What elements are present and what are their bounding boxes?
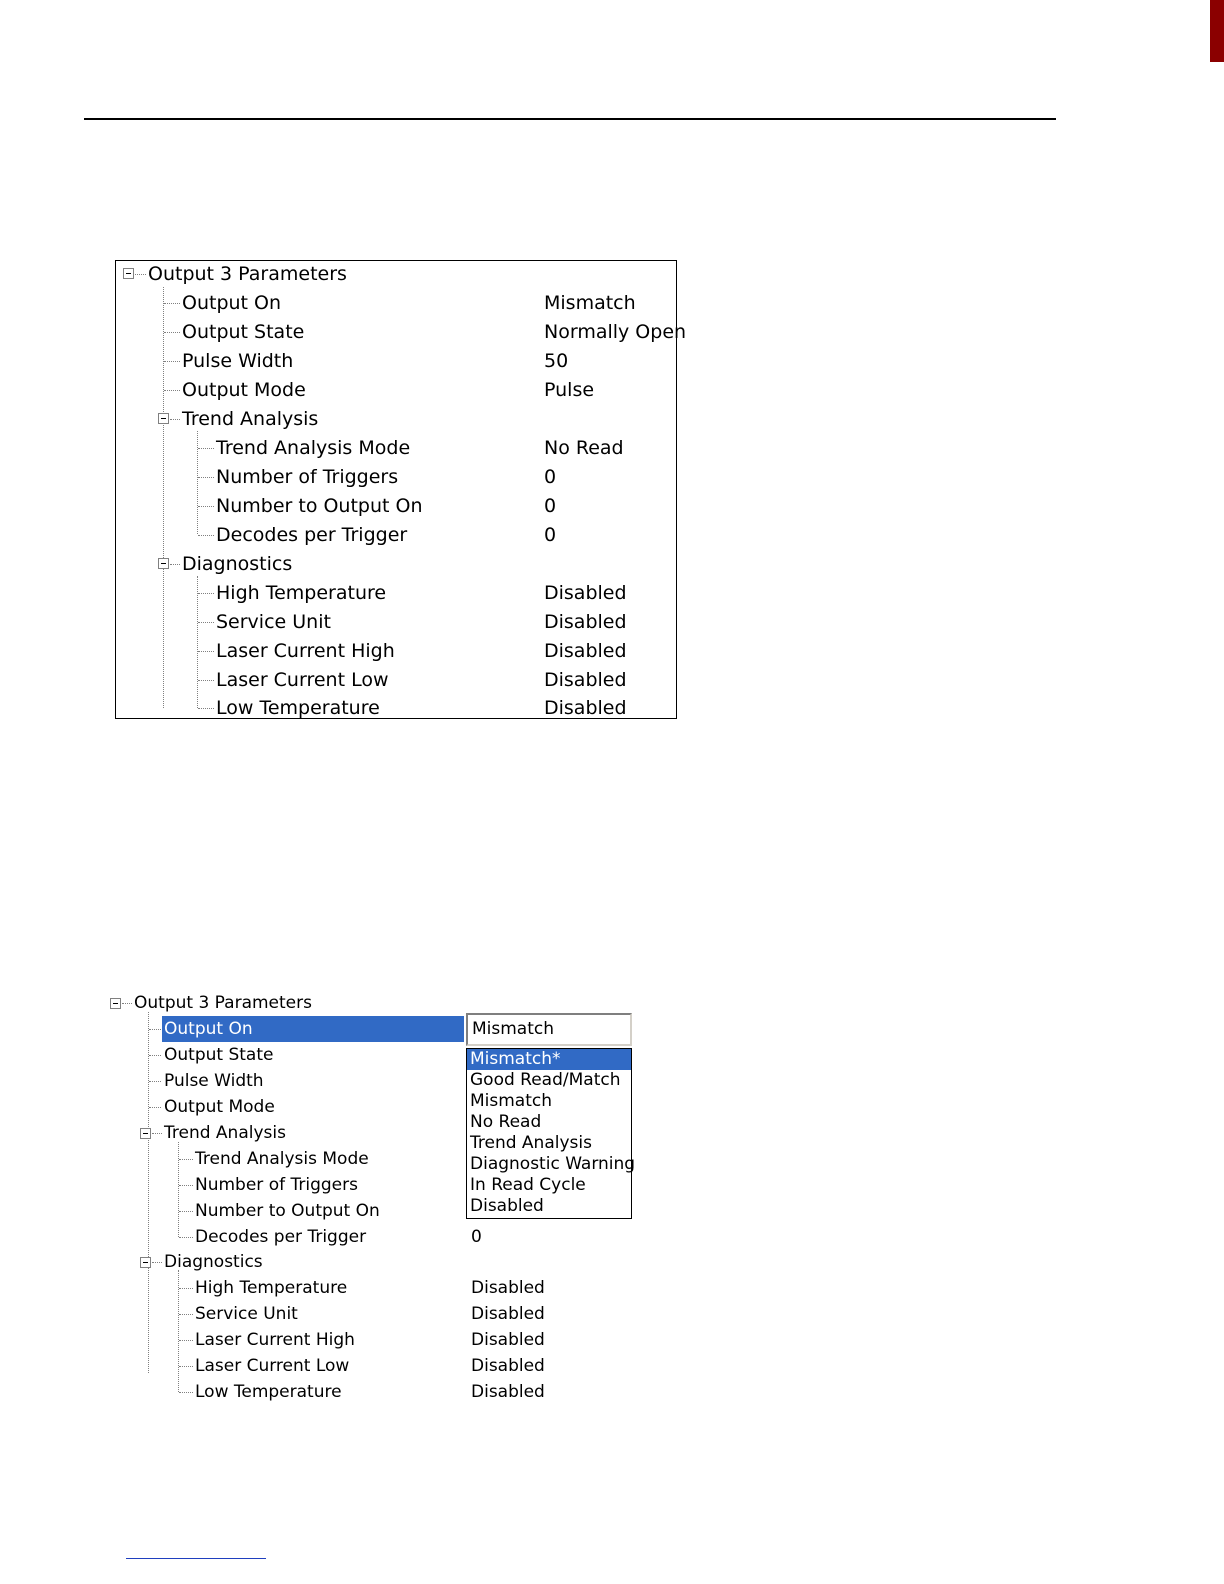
- tree-item-output-state[interactable]: Output State: [182, 321, 305, 343]
- tree-item-trend-analysis-mode[interactable]: Trend Analysis Mode: [216, 437, 411, 459]
- tree-item-laser-current-high[interactable]: Laser Current High: [216, 640, 395, 662]
- value-laser-current-low[interactable]: Disabled: [471, 1356, 545, 1376]
- option-mismatch-default[interactable]: Mismatch*: [467, 1049, 631, 1070]
- tree-connector: [163, 287, 164, 708]
- tree-item-output-state[interactable]: Output State: [164, 1045, 274, 1065]
- collapse-icon[interactable]: [110, 998, 121, 1009]
- tree-item-pulse-width[interactable]: Pulse Width: [164, 1071, 264, 1091]
- tree-connector: [197, 576, 198, 708]
- option-diagnostic-warning[interactable]: Diagnostic Warning: [470, 1154, 636, 1174]
- tree-connector: [170, 564, 180, 565]
- tree-item-decodes-per-trigger[interactable]: Decodes per Trigger: [216, 524, 408, 546]
- tree-item-number-to-output-on[interactable]: Number to Output On: [195, 1201, 380, 1221]
- tree-item-service-unit[interactable]: Service Unit: [195, 1304, 298, 1324]
- collapse-icon[interactable]: [123, 268, 134, 279]
- tree-connector: [148, 1012, 149, 1373]
- value-decodes-per-trigger[interactable]: 0: [544, 524, 557, 546]
- tree-connector: [149, 1055, 161, 1056]
- tree-connector: [179, 1185, 193, 1186]
- tree-connector: [178, 1142, 179, 1237]
- collapse-icon[interactable]: [158, 558, 169, 569]
- tree-connector: [122, 1003, 132, 1004]
- tree-connector: [198, 651, 214, 652]
- value-high-temperature[interactable]: Disabled: [544, 582, 627, 604]
- tree-connector: [179, 1314, 193, 1315]
- value-low-temperature[interactable]: Disabled: [544, 697, 627, 719]
- collapse-icon[interactable]: [158, 413, 169, 424]
- tree-item-trend-analysis-mode[interactable]: Trend Analysis Mode: [195, 1149, 369, 1169]
- tree-item-trend-analysis[interactable]: Trend Analysis: [182, 408, 319, 430]
- tree-item-laser-current-low[interactable]: Laser Current Low: [216, 669, 389, 691]
- value-high-temperature[interactable]: Disabled: [471, 1278, 545, 1298]
- option-trend-analysis[interactable]: Trend Analysis: [470, 1133, 592, 1153]
- value-pulse-width[interactable]: 50: [544, 350, 569, 372]
- tree-item-label: Output On: [164, 1019, 253, 1039]
- tree-item-output-mode[interactable]: Output Mode: [182, 379, 306, 401]
- value-laser-current-high[interactable]: Disabled: [471, 1330, 545, 1350]
- tree-item-laser-current-high[interactable]: Laser Current High: [195, 1330, 355, 1350]
- tree-item-low-temperature[interactable]: Low Temperature: [216, 697, 380, 719]
- value-laser-current-high[interactable]: Disabled: [544, 640, 627, 662]
- tree-item-pulse-width[interactable]: Pulse Width: [182, 350, 294, 372]
- tree-connector: [149, 1081, 161, 1082]
- tree-connector: [179, 1159, 193, 1160]
- tree-item-output-mode[interactable]: Output Mode: [164, 1097, 275, 1117]
- tree-connector: [179, 1211, 193, 1212]
- tree-root-label[interactable]: Output 3 Parameters: [148, 263, 347, 285]
- tree-connector: [179, 1366, 193, 1367]
- tree-connector: [179, 1340, 193, 1341]
- value-output-on[interactable]: Mismatch: [544, 292, 636, 314]
- tree-item-laser-current-low[interactable]: Laser Current Low: [195, 1356, 350, 1376]
- collapse-icon[interactable]: [140, 1128, 151, 1139]
- tree-item-output-on-selected[interactable]: [162, 1016, 464, 1042]
- tree-item-high-temperature[interactable]: High Temperature: [195, 1278, 348, 1298]
- output-3-parameters-tree: [115, 260, 687, 719]
- tree-item-diagnostics[interactable]: Diagnostics: [182, 553, 293, 575]
- tree-item-decodes-per-trigger[interactable]: Decodes per Trigger: [195, 1227, 367, 1247]
- tree-connector: [164, 390, 180, 391]
- tree-connector: [198, 680, 214, 681]
- tree-item-high-temperature[interactable]: High Temperature: [216, 582, 387, 604]
- tree-connector: [197, 431, 198, 534]
- value-trend-analysis-mode[interactable]: No Read: [544, 437, 624, 459]
- value-service-unit[interactable]: Disabled: [544, 611, 627, 633]
- tree-connector: [170, 419, 180, 420]
- tree-connector: [164, 332, 180, 333]
- tree-connector: [149, 1107, 161, 1108]
- output-3-parameters-tree-editing: [100, 990, 660, 1410]
- value-low-temperature[interactable]: Disabled: [471, 1382, 545, 1402]
- tree-connector: [198, 477, 214, 478]
- value-output-state[interactable]: Normally Open: [544, 321, 687, 343]
- tree-connector: [179, 1392, 193, 1393]
- tree-connector: [179, 1288, 193, 1289]
- tree-item-number-of-triggers[interactable]: Number of Triggers: [216, 466, 399, 488]
- value-decodes-per-trigger[interactable]: 0: [471, 1227, 482, 1247]
- tree-item-number-of-triggers[interactable]: Number of Triggers: [195, 1175, 358, 1195]
- tree-connector: [164, 361, 180, 362]
- option-in-read-cycle[interactable]: In Read Cycle: [470, 1175, 586, 1195]
- tree-connector: [152, 1133, 162, 1134]
- option-good-read-match[interactable]: Good Read/Match: [470, 1070, 621, 1090]
- output-on-combo[interactable]: Mismatch: [466, 1013, 632, 1046]
- tree-connector: [135, 274, 146, 275]
- tree-item-output-on[interactable]: Output On: [182, 292, 282, 314]
- tree-connector: [198, 593, 214, 594]
- tree-item-low-temperature[interactable]: Low Temperature: [195, 1382, 342, 1402]
- option-disabled[interactable]: Disabled: [470, 1196, 544, 1216]
- value-service-unit[interactable]: Disabled: [471, 1304, 545, 1324]
- tree-connector: [149, 1029, 161, 1030]
- value-number-of-triggers[interactable]: 0: [544, 466, 557, 488]
- collapse-icon[interactable]: [140, 1257, 151, 1268]
- tree-item-number-to-output-on[interactable]: Number to Output On: [216, 495, 423, 517]
- tree-connector: [198, 506, 214, 507]
- value-number-to-output-on[interactable]: 0: [544, 495, 557, 517]
- value-laser-current-low[interactable]: Disabled: [544, 669, 627, 691]
- tree-item-service-unit[interactable]: Service Unit: [216, 611, 331, 633]
- tree-connector: [198, 708, 214, 709]
- tree-root-label[interactable]: Output 3 Parameters: [134, 993, 312, 1013]
- option-no-read[interactable]: No Read: [470, 1112, 542, 1132]
- header-rule: [84, 118, 1056, 120]
- tree-connector: [198, 535, 214, 536]
- tree-connector: [152, 1262, 162, 1263]
- tree-connector: [179, 1237, 193, 1238]
- page-edge-tab: [1210, 0, 1224, 62]
- option-mismatch[interactable]: Mismatch: [470, 1091, 553, 1111]
- tree-connector: [198, 448, 214, 449]
- footer-link-underline[interactable]: [126, 1558, 266, 1559]
- value-output-mode[interactable]: Pulse: [544, 379, 595, 401]
- tree-item-trend-analysis[interactable]: Trend Analysis: [164, 1123, 286, 1143]
- tree-connector: [198, 622, 214, 623]
- tree-connector: [164, 303, 180, 304]
- tree-item-diagnostics[interactable]: Diagnostics: [164, 1252, 263, 1272]
- output-on-dropdown-list[interactable]: [466, 1048, 636, 1219]
